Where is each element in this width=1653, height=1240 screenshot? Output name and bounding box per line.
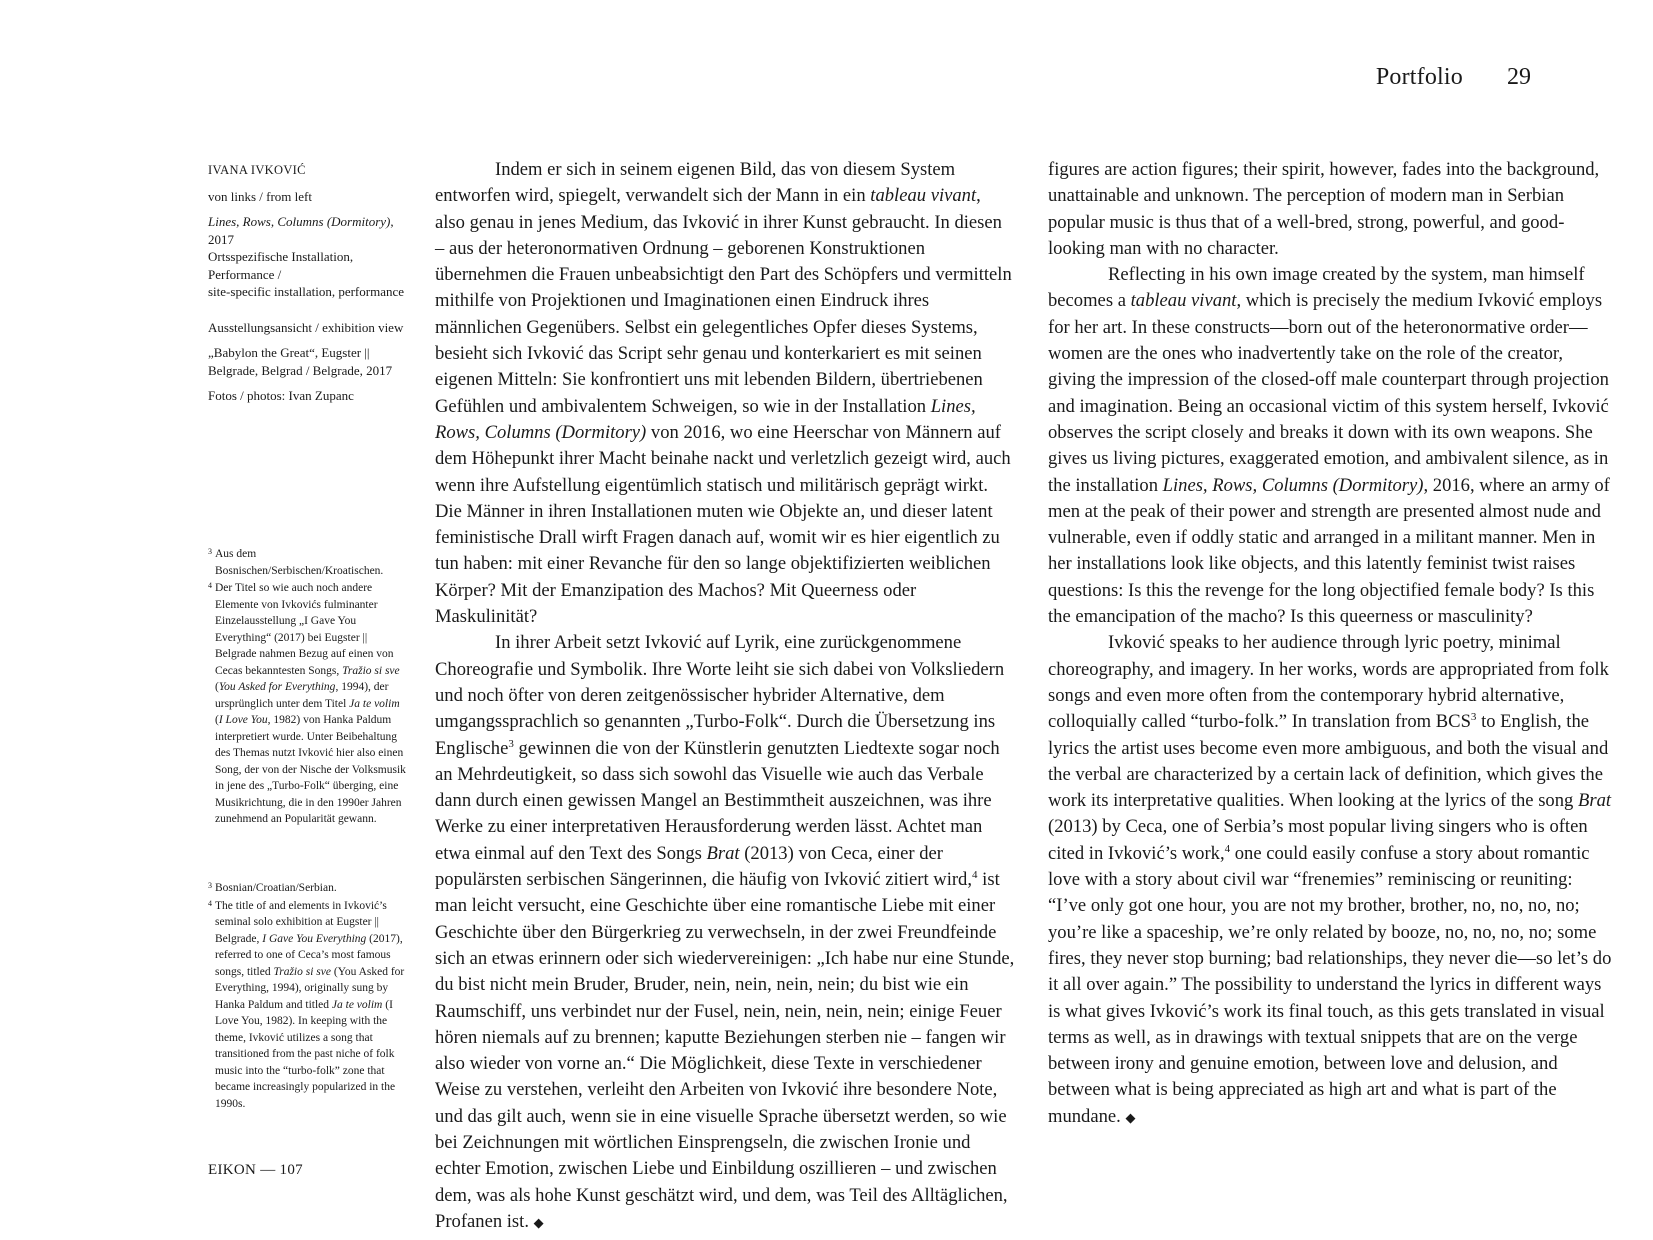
caption-artist: IVANA IVKOVIĆ <box>208 163 306 177</box>
caption-view-label: Ausstellungsansicht / exhibition view <box>208 319 404 335</box>
footnote-3-de <box>208 546 408 579</box>
running-head <box>0 64 1653 104</box>
footnotes-german <box>208 546 408 829</box>
footnote-4-en <box>208 898 408 1113</box>
paragraph-en-0: figures are action figures; their spirit, however, fades into the background, unattainable and unknown. The perception of modern man in Serbian popular music is thus that of a well-bred, strong, powerful, and good-looking man with no character. <box>1048 159 1600 259</box>
footnote-4-de <box>208 580 408 828</box>
caption-work-type-en: site-specific installation, performance <box>208 284 405 299</box>
footnote-number: 3 <box>208 881 212 890</box>
paragraph-en-1: Reflecting in his own image created by the system, man himself becomes a tableau vivant, which is precisely the medium Ivković employs for her art. In these constructs—born out of the heteronormative order—women are the ones who inadvertently take on the role of the creator, giving the impression of the closed-off male counterpart through projection and imagination. Being an occasional victim of this system herself, Ivković observes the script closely and breaks it down with its own weapons. She gives us living pictures, exaggerated emotion, and ambivalent silence, as in the installation Lines, Rows, Columns (Dormitory), 2016, where an army of men at the peak of their power and strength are presented almost nude and vulnerable, even if oddly static and arranged in a militant manner. Men in her installations look like objects, and this latently feminist twist raises questions: Is this the revenge for the long objectified female body? Is this the emancipation of the macho? Is this queerness or masculinity? <box>1048 264 1610 628</box>
caption-work-title: Lines, Rows, Columns (Dormitory) <box>208 214 391 229</box>
footnote-text: Bosnian/Croatian/Serbian. <box>215 882 337 894</box>
paragraph-de-2: In ihrer Arbeit setzt Ivković auf Lyrik, eine zurückgenommene Choreografie und Symbolik. Ihre Worte leiht sie sich dabei von Volksliedern und noch öfter von deren zeitgenössischer hybrider Alternative, dem umgangssprachlich so genannten „Turbo-Folk“. Durch die Übersetzung ins Englische$^3$ gewinnen die von der Künstlerin genutzten Liedtexte sogar noch an Mehrdeutigkeit, so dass sich sowohl das Visuelle wie auch das Verbale dann durch einen gewissen Mangel an Bestimmtheit auszeichnen, was ihre Werke zu einer interpretativen Herausforderung werden lässt. Achtet man etwa einmal auf den Text des Songs Brat (2013) von Ceca, einer der populärsten serbischen Sängerinnen, die häufig von Ivković zitiert wird,$^4$ ist man leicht versucht, eine Geschichte über eine romantische Liebe mit einer Geschichte über den Bürgerkrieg zu verwechseln, in der zwei Freundfeinde sich an etwas erinnern oder sich wiedervereinigen: „Ich habe nur eine Stunde, du bist nicht mein Bruder, Bruder, nein, nein, nein, nein; du bist wie ein Raumschiff, uns verbindet nur der Fusel, nein, nein, nein, nein; einige Feuer hören niemals auf zu brennen; kaputte Beziehungen sterben nie – fangen wir also wieder von vorne an.“ Die Möglichkeit, diese Texte in verschiedener Weise zu verstehen, verleiht den Arbeiten von Ivković ihre besondere Note, und das gilt auch, wenn sie in eine visuelle Sprache übersetzt werden, so wie bei Zeichnungen mit wörtlichen Einsprengseln, die zwischen Ironie und echter Emotion, zwischen Liebe und Einbildung oszillieren – und zwischen dem, was als hohe Kunst geschätzt wird, und dem, was Teil des Alltäglichen, Profanen ist. ◆ <box>435 632 1015 1232</box>
journal-issue-mark: EIKON — 107 <box>208 1162 303 1178</box>
end-mark-icon: ◆ <box>1125 1109 1136 1125</box>
body-column-german <box>435 157 1015 1236</box>
footnote-ref-3: 3 <box>508 737 514 750</box>
footnote-ref-4: 4 <box>1224 842 1231 855</box>
footnote-text: Aus dem Bosnischen/Serbischen/Kroatischen. <box>215 548 384 577</box>
footnotes-english <box>208 880 408 1113</box>
footnote-text: Der Titel so wie auch noch andere Elemente von Ivkovićs fulminanter Einzelausstellung „I Gave You Everything“ (2017) bei Eugster || Belgrade nahmen Bezug auf einen von Cecas bekanntesten Songs, Tražio si sve (You Asked for Everything, 1994), der ursprünglich unter dem Titel Ja te volim (I Love You, 1982) von Hanka Paldum interpretiert wurde. Unter Beibehaltung des Themas nutzt Ivković hier also einen Song, der von der Nische der Volksmusik in jene des „Turbo-Folk“ überging, eine Musikrichtung, die in den 1990er Jahren zunehmend an Popularität gewann. <box>215 582 406 825</box>
footnote-text: The title of and elements in Ivković’s seminal solo exhibition at Eugster || Belgrade, I Gave You Everything (2017), referred to one of Ceca’s most famous songs, titled Tražio si sve (You Asked for Everything, 1994), originally sung by Hanka Paldum and titled Ja te volim (I Love You, 1982). In keeping with the theme, Ivković utilizes a song that transitioned from the past niche of folk music into the “turbo-folk” zone that became increasingly popularized in the 1990s. <box>215 899 405 1110</box>
caption-direction: von links / from left <box>208 188 312 204</box>
end-mark-icon: ◆ <box>533 1214 544 1230</box>
footnote-number: 4 <box>208 898 212 908</box>
paragraph-de-1: Indem er sich in seinem eigenen Bild, das von diesem System entworfen wird, spiegelt, verwandelt sich der Mann in ein tableau vivant, also genau in jenes Medium, das Ivković in ihrer Kunst gebraucht. In diesen – aus der heteronormativen Ordnung – geborenen Konstruktionen übernehmen die Frauen unbeabsichtigt den Part des Schöpfers und vermitteln mithilfe von Projektionen und Imaginationen einen Eindruck ihres männlichen Gegenübers. Selbst ein gelegentliches Opfer dieses Systems, besieht sich Ivković das Script sehr genau und konterkariert es mit seinen eigenen Mitteln: Sie konfrontiert uns mit lebenden Bildern, übertriebenen Gefühlen und ambivalentem Schweigen, so wie in der Installation Lines, Rows, Columns (Dormitory) von 2016, wo eine Heerschar von Männern auf dem Höhepunkt ihrer Macht beinahe nackt und verletzlich gezeigt wird, auch wenn ihre Aufstellung eigentümlich statisch und militärisch geprägt wirkt. Die Männer in ihren Installationen muten wie Objekte an, und dieser latent feministische Drall wirft Fragen danach auf, womit wir es hier eigentlich zu tun haben: mit einer Revanche für den so lange objektifizierten weiblichen Körper? Mit der Emanzipation des Machos? Mit Queerness oder Maskulinität? <box>435 159 1012 628</box>
footnote-3-en <box>208 880 408 897</box>
page-number: 29 <box>1507 64 1531 90</box>
footnote-ref-3: 3 <box>1470 711 1477 724</box>
running-head-section: Portfolio <box>1375 64 1463 90</box>
caption-work-year: , 2017 <box>208 214 394 247</box>
footnote-number: 4 <box>208 581 212 590</box>
footnote-ref-4: 4 <box>972 868 978 881</box>
footnote-number: 3 <box>208 547 212 556</box>
caption-work <box>208 213 408 248</box>
body-column-english <box>1048 157 1613 1131</box>
image-caption-sidebar <box>208 162 408 405</box>
caption-exhibition: „Babylon the Great“, Eugster || Belgrade, Belgrad / Belgrade, 2017 <box>208 345 393 378</box>
caption-work-type-de: Ortsspezifische Installation, Performance / <box>208 249 354 282</box>
caption-photos: Fotos / photos: Ivan Zupanc <box>208 388 354 403</box>
paragraph-en-2: Ivković speaks to her audience through lyric poetry, minimal choreography, and imagery. In her works, words are appropriated from folk songs and even more often from the contemporary hybrid alternative, colloquially called “turbo-folk.” In translation from BCS$^3$ to English, the lyrics the artist uses become even more ambiguous, and both the visual and the verbal are characterized by a certain lack of definition, which gives the work its interpretative qualities. When looking at the lyrics of the song Brat (2013) by Ceca, one of Serbia’s most popular living singers who is often cited in Ivković’s work,$^4$ one could easily confuse a story about romantic love with a story about civil war “frenemies” reminiscing or reuniting: “I’ve only got one hour, you are not my brother, brother, no, no, no, no; you’re like a spaceship, we’re only related by booze, no, no, no, no; some fires, they never stop burning; bad relationships, they never die—so let’s do it all over again.” The possibility to understand the lyrics in different ways is what gives Ivković’s work its final touch, as this gets translated in visual terms as well, as in drawings with textual snippets that are on the verge between irony and genuine emotion, between love and delusion, and between what is being appreciated as high art and what is part of the mundane. ◆ <box>1048 632 1612 1127</box>
